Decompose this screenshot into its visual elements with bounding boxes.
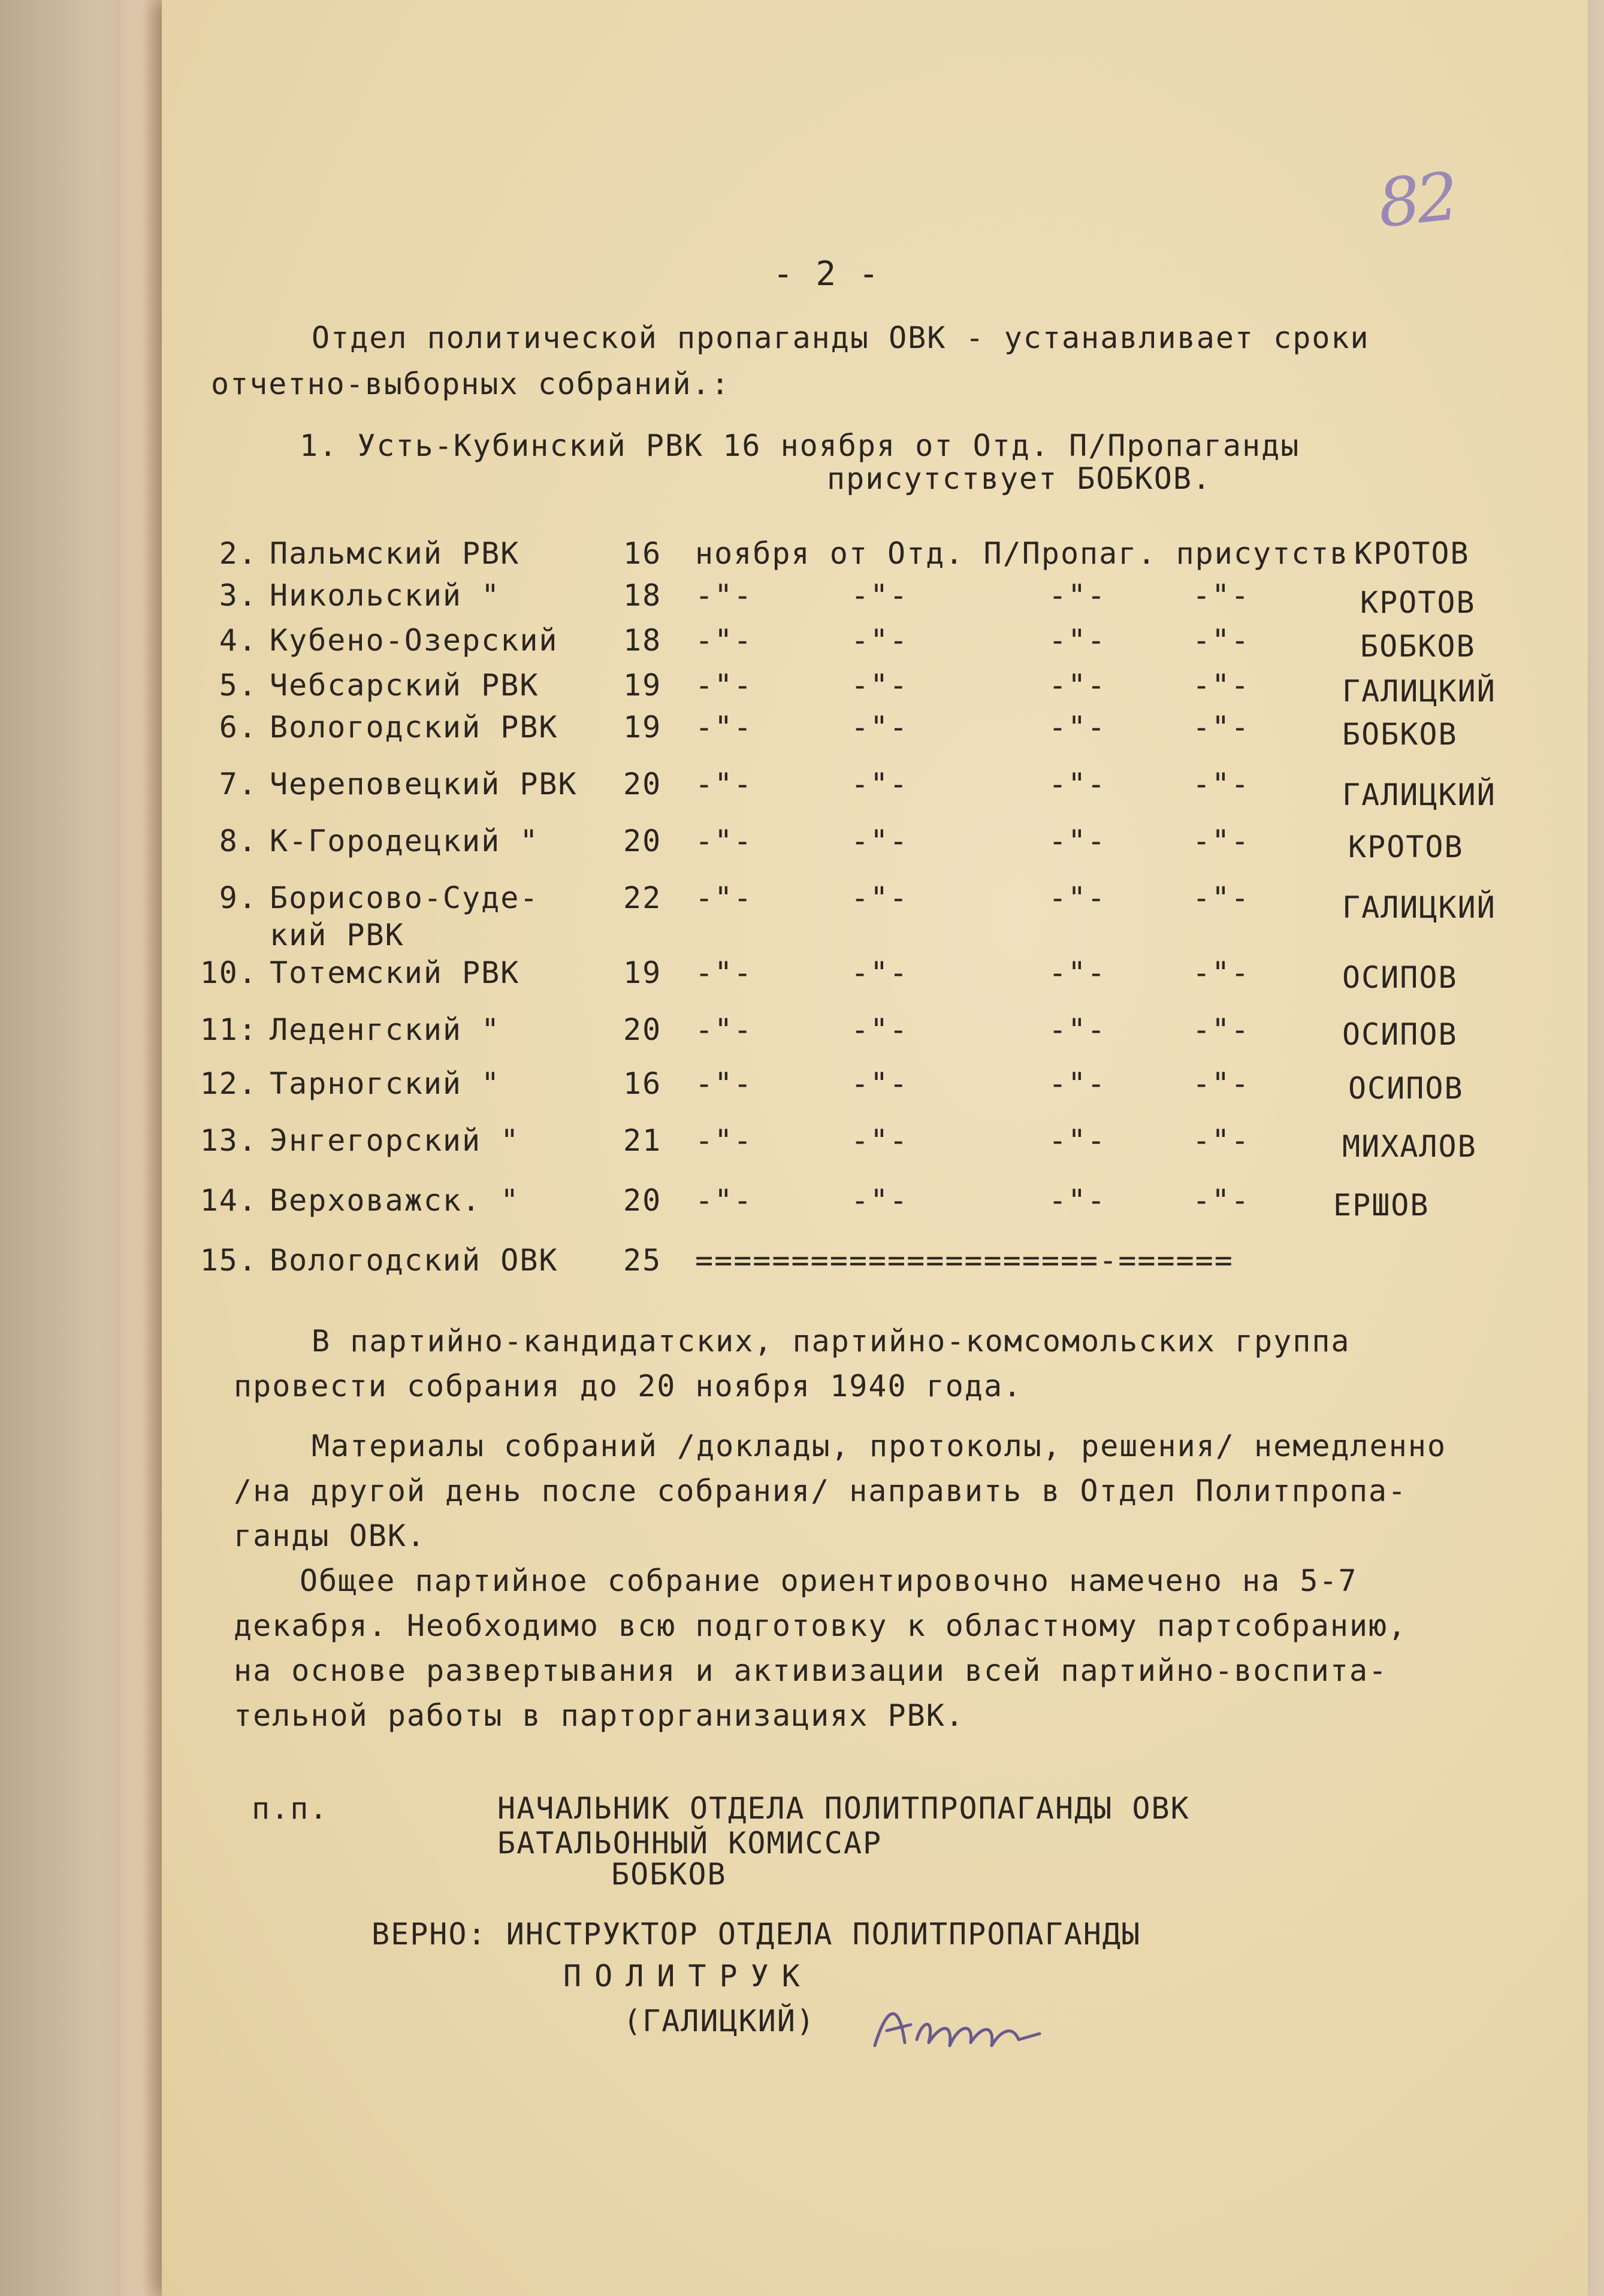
ditto-mark: -"- (1049, 1183, 1107, 1218)
row-note: ноября от Отд. П/Пропаг. присутств. (695, 536, 1369, 571)
row-person: ГАЛИЦКИЙ (1342, 778, 1496, 812)
ditto-mark: -"- (695, 767, 753, 801)
row-number: 6. (219, 710, 258, 745)
row-person: ЕРШОВ (1333, 1188, 1430, 1223)
ditto-mark: -"- (1192, 623, 1250, 658)
row-date: 18 (623, 578, 662, 613)
schedule-row (186, 578, 1564, 626)
ditto-mark: -"- (695, 824, 753, 858)
row-district: К-Городецкий " (270, 824, 539, 858)
row-district: Леденгский " (270, 1012, 501, 1047)
ditto-mark: -"- (1192, 955, 1250, 990)
ditto-mark: -"- (695, 668, 753, 703)
ditto-mark: -"- (851, 824, 909, 858)
row-line: =====================-====== (695, 1243, 1234, 1278)
row-date: 20 (623, 1012, 662, 1047)
row-district-continued: кий РВК (270, 918, 404, 952)
row-number: 14. (200, 1183, 258, 1218)
ditto-mark: -"- (851, 955, 909, 990)
signature-pp: п.п. (252, 1791, 329, 1826)
schedule-row (186, 536, 1564, 584)
ditto-mark: -"- (851, 1012, 909, 1047)
row-district: Чебсарский РВК (270, 668, 539, 703)
ditto-mark: -"- (1192, 710, 1250, 745)
row-number: 8. (219, 824, 258, 858)
ditto-mark: -"- (695, 1183, 753, 1218)
ditto-mark: -"- (1049, 824, 1107, 858)
ditto-mark: -"- (695, 710, 753, 745)
paragraph-3-line-4: тельной работы в парторганизациях РВК. (234, 1698, 965, 1733)
paragraph-1-line-2: провести собрания до 20 ноября 1940 года. (234, 1369, 1023, 1403)
document-page (162, 0, 1588, 2296)
verification-rank: ПОЛИТРУК (563, 1959, 813, 1994)
ditto-mark: -"- (1192, 1066, 1250, 1101)
row-date: 19 (623, 710, 662, 745)
row-district: Никольский " (270, 578, 501, 613)
paragraph-3-line-3: на основе развертывания и активизации всей партийно-воспита- (234, 1653, 1388, 1688)
paragraph-2-line-1: Материалы собраний /доклады, протоколы, решения/ немедленно (312, 1429, 1447, 1463)
row-person: БОБКОВ (1342, 717, 1458, 752)
schedule-row (186, 1123, 1564, 1171)
row-number: 7. (219, 767, 258, 801)
row-number: 4. (219, 623, 258, 658)
ditto-mark: -"- (1192, 578, 1250, 613)
row-number: 13. (200, 1123, 258, 1158)
row-district: Вологодский РВК (270, 710, 558, 745)
ditto-mark: -"- (1192, 881, 1250, 915)
schedule-row (186, 1183, 1564, 1231)
verification-title: ВЕРНО: ИНСТРУКТОР ОТДЕЛА ПОЛИТПРОПАГАНДЫ (371, 1917, 1141, 1952)
row-district: Тотемский РВК (270, 955, 520, 990)
ditto-mark: -"- (1049, 710, 1107, 745)
row-1-line-2: присутствует БОБКОВ. (827, 461, 1212, 496)
row-district: Пальмский РВК (270, 536, 520, 571)
row-district: Тарногский " (270, 1066, 501, 1101)
ditto-mark: -"- (1192, 1123, 1250, 1158)
schedule-row (186, 955, 1564, 1003)
ditto-mark: -"- (1192, 767, 1250, 801)
row-number: 10. (200, 955, 258, 990)
ditto-mark: -"- (1049, 881, 1107, 915)
row-number: 5. (219, 668, 258, 703)
paragraph-2-line-3: ганды ОВК. (234, 1518, 427, 1553)
ditto-mark: -"- (1049, 1066, 1107, 1101)
ditto-mark: -"- (851, 578, 909, 613)
row-date: 19 (623, 668, 662, 703)
row-number: 2. (219, 536, 258, 571)
ditto-mark: -"- (1192, 824, 1250, 858)
row-date: 20 (623, 824, 662, 858)
ditto-mark: -"- (695, 881, 753, 915)
ditto-mark: -"- (851, 668, 909, 703)
schedule-row (186, 623, 1564, 671)
row-person: ОСИПОВ (1348, 1071, 1464, 1106)
row-district: Верховажск. " (270, 1183, 520, 1218)
verification-name: (ГАЛИЦКИЙ) (623, 2004, 816, 2038)
schedule-row (186, 1066, 1564, 1114)
ditto-mark: -"- (851, 623, 909, 658)
row-person: КРОТОВ (1360, 585, 1476, 620)
row-district: Череповецкий РВК (270, 767, 578, 801)
signature-name: БОБКОВ (611, 1857, 727, 1892)
ditto-mark: -"- (1192, 1012, 1250, 1047)
paragraph-2-line-2: /на другой день после собрания/ направить в Отдел Политпропа- (234, 1474, 1407, 1508)
row-number: 15. (200, 1243, 258, 1278)
row-person: МИХАЛОВ (1342, 1129, 1477, 1164)
schedule-row (186, 824, 1564, 872)
schedule-row (186, 881, 1564, 958)
row-number: 9. (219, 881, 258, 915)
row-date: 21 (623, 1123, 662, 1158)
schedule-row (186, 767, 1564, 815)
ditto-mark: -"- (851, 710, 909, 745)
schedule-row (186, 710, 1564, 758)
row-person: ОСИПОВ (1342, 1017, 1458, 1052)
schedule-row (186, 668, 1564, 716)
row-person: ОСИПОВ (1342, 960, 1458, 995)
row-person: ГАЛИЦКИЙ (1342, 890, 1496, 925)
ditto-mark: -"- (1049, 1012, 1107, 1047)
intro-line-1: Отдел политической пропаганды ОВК - устанавливает сроки (312, 320, 1370, 355)
ditto-mark: -"- (1049, 955, 1107, 990)
paragraph-3-line-1: Общее партийное собрание ориентировочно намечено на 5-7 (300, 1563, 1358, 1598)
page-number: - 2 - (773, 255, 880, 294)
ditto-mark: -"- (695, 1066, 753, 1101)
ditto-mark: -"- (1192, 668, 1250, 703)
signature-title-1: НАЧАЛЬНИК ОТДЕЛА ПОЛИТПРОПАГАНДЫ ОВК (497, 1791, 1190, 1826)
intro-line-2: отчетно-выборных собраний.: (211, 367, 730, 401)
row-date: 19 (623, 955, 662, 990)
row-number: 11: (200, 1012, 258, 1047)
ditto-mark: -"- (695, 1012, 753, 1047)
handwritten-signature (869, 1989, 1049, 2061)
row-number: 12. (200, 1066, 258, 1101)
ditto-mark: -"- (851, 881, 909, 915)
ditto-mark: -"- (695, 955, 753, 990)
paragraph-1-line-1: В партийно-кандидатских, партийно-комсомольских группа (312, 1324, 1351, 1359)
row-person: КРОТОВ (1348, 830, 1464, 864)
row-date: 16 (623, 1066, 662, 1101)
ditto-mark: -"- (1049, 668, 1107, 703)
row-district: Кубено-Озерский (270, 623, 558, 658)
ditto-mark: -"- (695, 1123, 753, 1158)
row-date: 16 (623, 536, 662, 571)
ditto-mark: -"- (695, 578, 753, 613)
ditto-mark: -"- (1049, 1123, 1107, 1158)
ditto-mark: -"- (851, 767, 909, 801)
row-person: КРОТОВ (1354, 536, 1470, 571)
paragraph-3-line-2: декабря. Необходимо всю подготовку к областному партсобранию, (234, 1608, 1407, 1643)
archive-page-number: 82 (1374, 158, 1459, 243)
ditto-mark: -"- (851, 1123, 909, 1158)
row-date: 20 (623, 1183, 662, 1218)
ditto-mark: -"- (695, 623, 753, 658)
row-district: Энгегорский " (270, 1123, 520, 1158)
ditto-mark: -"- (1049, 767, 1107, 801)
row-date: 18 (623, 623, 662, 658)
ditto-mark: -"- (1049, 623, 1107, 658)
row-number: 3. (219, 578, 258, 613)
row-date: 25 (623, 1243, 662, 1278)
row-person: ГАЛИЦКИЙ (1342, 674, 1496, 709)
schedule-row-total (186, 1243, 1564, 1291)
ditto-mark: -"- (851, 1066, 909, 1101)
row-district: Борисово-Суде- (270, 881, 539, 915)
ditto-mark: -"- (851, 1183, 909, 1218)
schedule-row (186, 1012, 1564, 1060)
row-person: БОБКОВ (1360, 629, 1476, 664)
row-district: Вологодский ОВК (270, 1243, 558, 1278)
row-1-line-1: 1. Усть-Кубинский РВК 16 ноября от Отд. П/Пропаганды (300, 428, 1300, 463)
row-date: 22 (623, 881, 662, 915)
row-date: 20 (623, 767, 662, 801)
ditto-mark: -"- (1049, 578, 1107, 613)
signature-title-2: БАТАЛЬОННЫЙ КОМИССАР (497, 1826, 883, 1861)
ditto-mark: -"- (1192, 1183, 1250, 1218)
